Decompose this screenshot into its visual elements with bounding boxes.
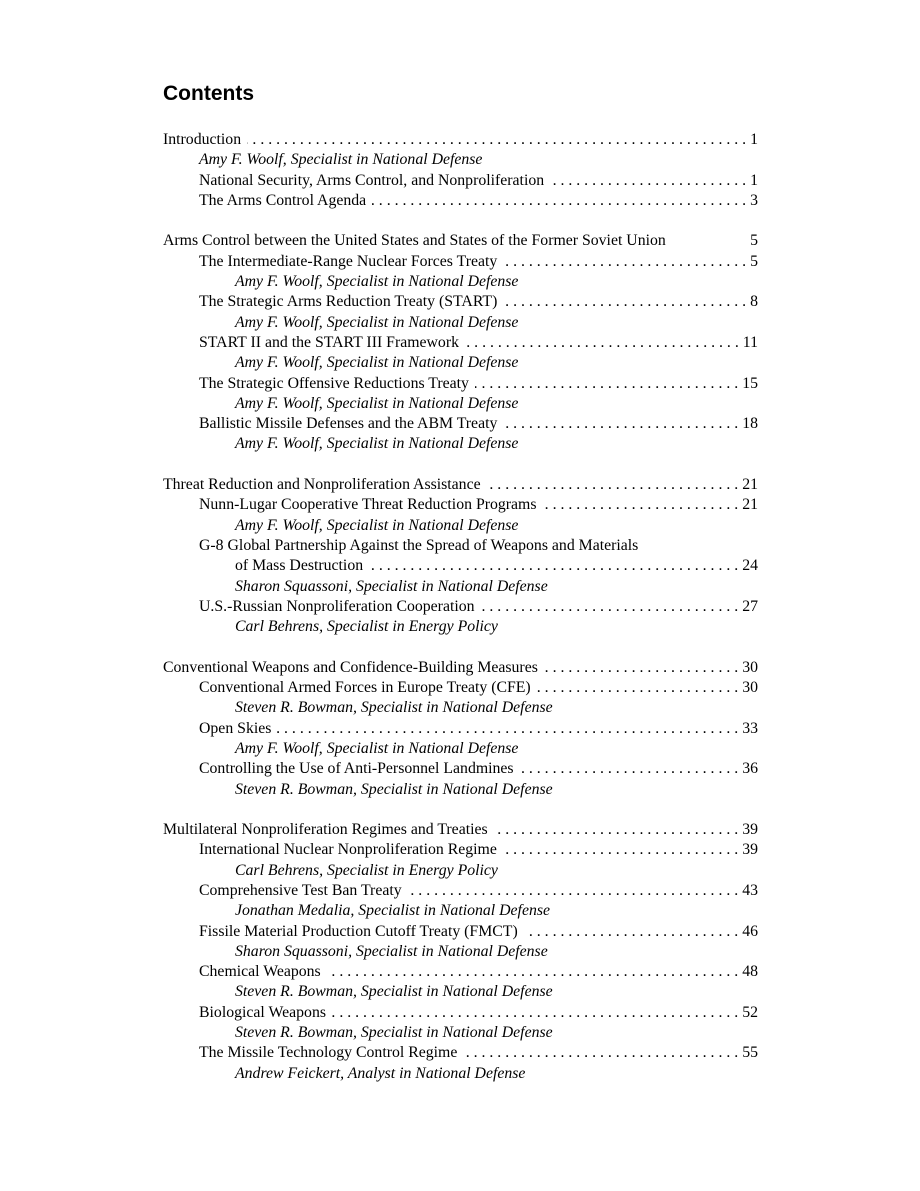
toc-section-title: Arms Control between the United States and States of the Former Soviet Union <box>163 232 666 250</box>
toc-author: Carl Behrens, Specialist in Energy Policy <box>235 861 498 879</box>
toc-entry-title: The Strategic Offensive Reductions Treaty <box>199 374 469 392</box>
dot-leader <box>369 556 738 576</box>
dot-leader <box>465 333 739 353</box>
page-number: 27 <box>742 597 758 615</box>
toc-author: Steven R. Bowman, Specialist in National Defense <box>235 699 553 717</box>
toc-entry-title: of Mass Destruction <box>235 557 364 575</box>
toc-entry[interactable] <box>163 333 758 353</box>
dot-leader <box>277 719 738 739</box>
page-number: 39 <box>742 821 758 839</box>
page-number: 48 <box>742 963 758 981</box>
toc-section-title: Conventional Weapons and Confidence-Building Measures <box>163 658 538 676</box>
toc-entry-title: Comprehensive Test Ban Treaty <box>199 881 402 899</box>
toc-section <box>163 130 758 211</box>
toc-entry-title: The Missile Technology Control Regime <box>199 1044 458 1062</box>
dot-leader <box>503 292 746 312</box>
dot-leader <box>408 881 739 901</box>
toc-entry[interactable] <box>163 292 758 312</box>
toc-author: Amy F. Woolf, Specialist in National Defense <box>235 354 519 372</box>
toc-section <box>163 820 758 1084</box>
page-number: 1 <box>750 171 758 189</box>
toc-author: Amy F. Woolf, Specialist in National Defense <box>235 394 519 412</box>
toc-author: Amy F. Woolf, Specialist in National Defense <box>199 151 483 169</box>
dot-leader <box>463 1043 738 1063</box>
toc-entry-title: The Intermediate-Range Nuclear Forces Treaty <box>199 252 498 270</box>
toc-entry[interactable] <box>163 556 758 576</box>
toc-entry[interactable] <box>163 962 758 982</box>
toc-author: Steven R. Bowman, Specialist in National Defense <box>235 780 553 798</box>
toc-entry-title: Chemical Weapons <box>199 963 321 981</box>
toc-entry[interactable] <box>163 840 758 860</box>
toc-section <box>163 658 758 800</box>
toc-author: Sharon Squassoni, Specialist in National Defense <box>235 577 548 595</box>
page-number: 46 <box>742 922 758 940</box>
dot-leader <box>537 678 739 698</box>
dot-leader <box>332 1003 738 1023</box>
page-number: 3 <box>750 191 758 209</box>
toc-entry-title: START II and the START III Framework <box>199 333 459 351</box>
page-number: 8 <box>750 293 758 311</box>
toc-entry[interactable] <box>163 759 758 779</box>
dot-leader <box>372 191 746 211</box>
toc-author: Andrew Feickert, Analyst in National Defense <box>235 1064 526 1082</box>
toc-author: Sharon Squassoni, Specialist in National Defense <box>235 942 548 960</box>
toc-entry-title: The Arms Control Agenda <box>199 191 367 209</box>
page-number: 5 <box>750 252 758 270</box>
toc-entry[interactable] <box>163 252 758 272</box>
toc-section-entry[interactable] <box>163 231 758 251</box>
toc-author: Amy F. Woolf, Specialist in National Defense <box>235 739 519 757</box>
page-title: Contents <box>163 82 254 105</box>
page-number: 30 <box>742 658 758 676</box>
page-number: 33 <box>742 719 758 737</box>
toc-entry-title: National Security, Arms Control, and Nonproliferation <box>199 171 545 189</box>
page-number: 5 <box>750 232 758 250</box>
dot-leader <box>520 759 739 779</box>
toc-section <box>163 231 758 454</box>
dot-leader <box>481 597 739 617</box>
dot-leader <box>544 658 738 678</box>
toc-author: Steven R. Bowman, Specialist in National Defense <box>235 983 553 1001</box>
toc-entry[interactable] <box>163 922 758 942</box>
toc-entry[interactable] <box>163 719 758 739</box>
toc-entry[interactable] <box>163 191 758 211</box>
toc-section-title: Threat Reduction and Nonproliferation Assistance <box>163 476 481 494</box>
dot-leader <box>503 252 746 272</box>
toc-section-entry[interactable] <box>163 130 758 150</box>
page-number: 18 <box>742 415 758 433</box>
page-number: 43 <box>742 881 758 899</box>
dot-leader <box>503 414 738 434</box>
toc-entry-title: The Strategic Arms Reduction Treaty (START) <box>199 293 498 311</box>
dot-leader <box>475 374 738 394</box>
toc-author: Carl Behrens, Specialist in Energy Policy <box>235 618 498 636</box>
toc-entry[interactable] <box>163 414 758 434</box>
toc-entry-title: U.S.-Russian Nonproliferation Cooperation <box>199 597 475 615</box>
page-number: 1 <box>750 131 758 148</box>
dot-leader <box>524 922 738 942</box>
page-number: 21 <box>742 476 758 494</box>
toc-entry[interactable] <box>163 495 758 515</box>
toc-entry[interactable] <box>163 881 758 901</box>
toc-section-title: Multilateral Nonproliferation Regimes and Treaties <box>163 821 488 839</box>
toc-entry-title: Ballistic Missile Defenses and the ABM Treaty <box>199 415 498 433</box>
page-number: 36 <box>742 760 758 778</box>
toc-section <box>163 475 758 637</box>
page-number: 30 <box>742 679 758 697</box>
page-number: 21 <box>742 496 758 514</box>
page-number: 55 <box>742 1044 758 1062</box>
toc-entry[interactable] <box>163 171 758 191</box>
toc-entry[interactable] <box>163 374 758 394</box>
toc-author: Amy F. Woolf, Specialist in National Defense <box>235 516 519 534</box>
toc-entry-title: Biological Weapons <box>199 1003 326 1021</box>
toc-entry-title-line[interactable]: G-8 Global Partnership Against the Spread of Weapons and Materials <box>199 536 639 554</box>
toc-entry-title: International Nuclear Nonproliferation Regime <box>199 841 497 859</box>
toc-entry[interactable] <box>163 678 758 698</box>
dot-leader <box>247 130 746 150</box>
toc-entry[interactable] <box>163 597 758 617</box>
dot-leader <box>487 475 739 495</box>
dot-leader <box>327 962 738 982</box>
page-number: 24 <box>742 557 758 575</box>
toc-entry-title: Controlling the Use of Anti-Personnel Landmines <box>199 760 514 778</box>
page-number: 11 <box>742 333 758 351</box>
toc-entry[interactable] <box>163 1003 758 1023</box>
page-number: 52 <box>742 1003 758 1021</box>
toc-author: Jonathan Medalia, Specialist in National Defense <box>235 902 551 920</box>
toc-author: Steven R. Bowman, Specialist in National Defense <box>235 1024 553 1042</box>
toc-entry[interactable] <box>163 1043 758 1063</box>
toc-section-entry[interactable] <box>163 820 758 840</box>
dot-leader <box>550 171 746 191</box>
toc-author: Amy F. Woolf, Specialist in National Defense <box>235 313 519 331</box>
dot-leader <box>494 820 739 840</box>
contents-page <box>163 80 758 1104</box>
toc-author: Amy F. Woolf, Specialist in National Defense <box>235 435 519 453</box>
toc-author: Amy F. Woolf, Specialist in National Defense <box>235 273 519 291</box>
table-of-contents <box>163 130 758 1084</box>
toc-entry-title: Open Skies <box>199 719 272 737</box>
dot-leader <box>543 495 739 515</box>
toc-section-entry[interactable] <box>163 475 758 495</box>
page-number: 15 <box>742 374 758 392</box>
toc-section-entry[interactable] <box>163 658 758 678</box>
page-number: 39 <box>742 841 758 859</box>
toc-entry-title: Nunn-Lugar Cooperative Threat Reduction Programs <box>199 496 537 514</box>
toc-entry-title: Fissile Material Production Cutoff Treaty (FMCT) <box>199 922 518 940</box>
toc-entry-title: Conventional Armed Forces in Europe Treaty (CFE) <box>199 679 531 697</box>
toc-section-title: Introduction <box>163 131 242 148</box>
dot-leader <box>503 840 738 860</box>
